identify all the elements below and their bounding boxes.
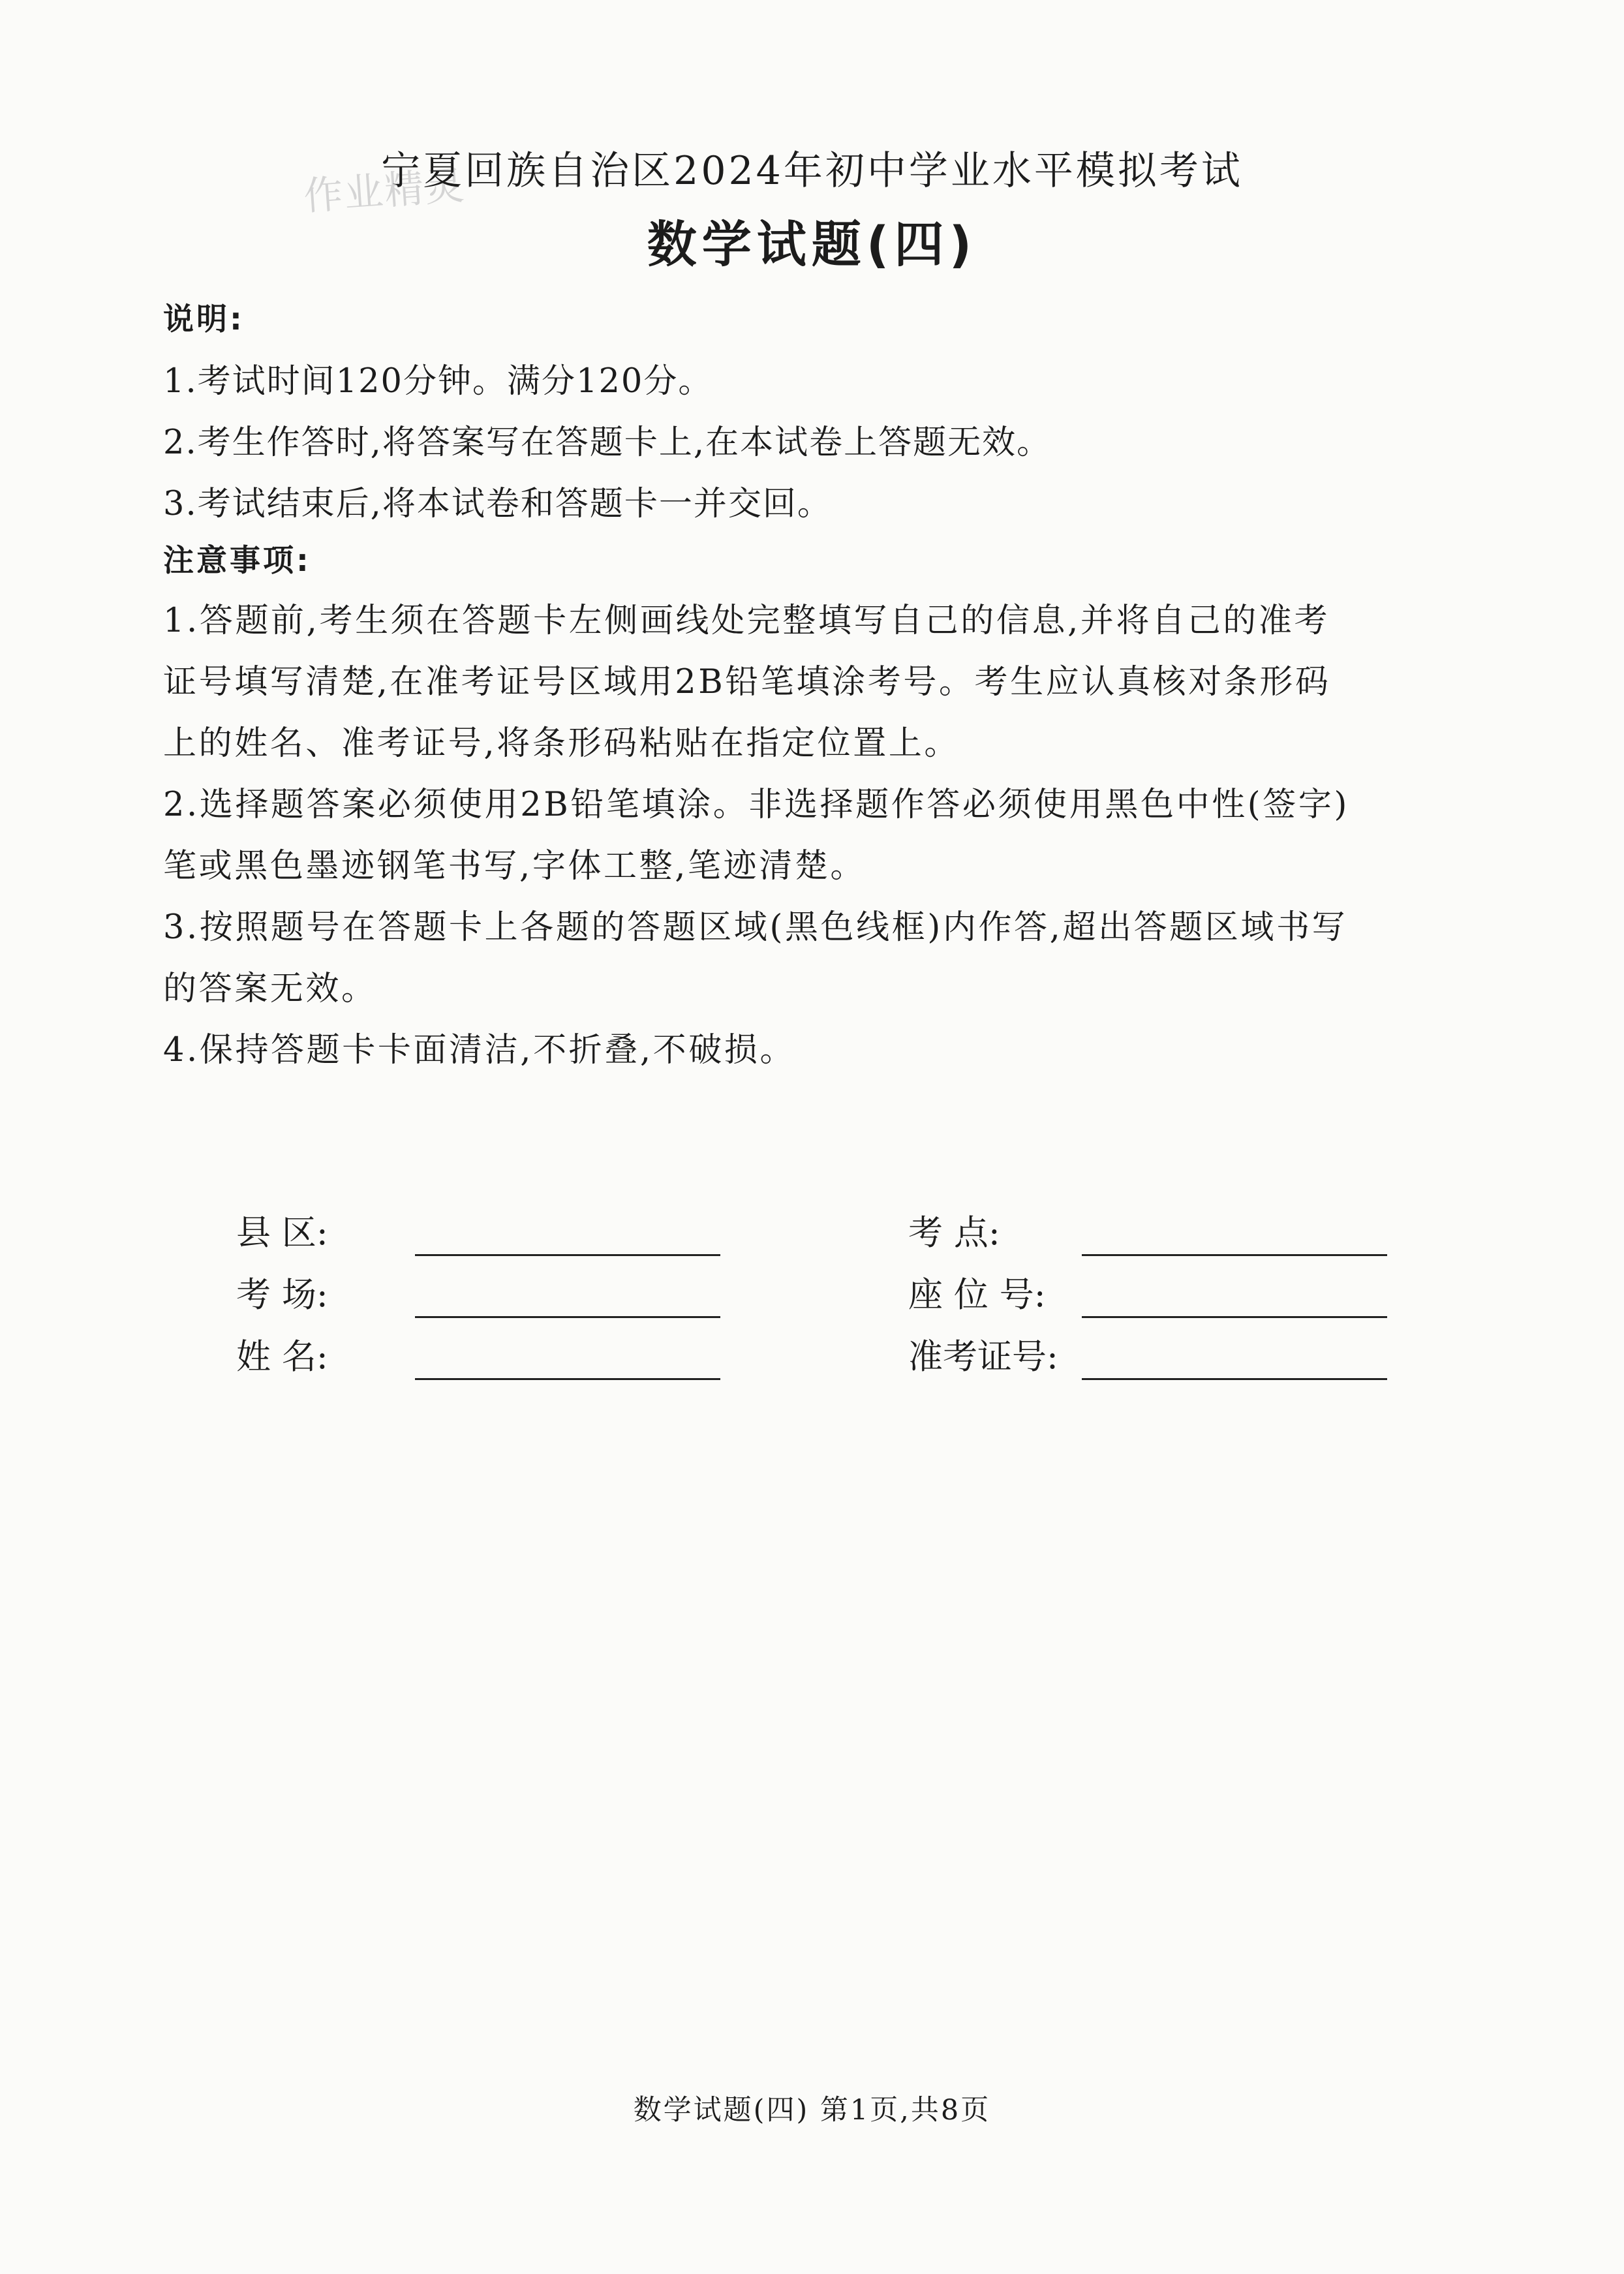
ticket-no-label: 准考证号: [908,1337,1058,1377]
ticket-no-field [908,1334,1387,1380]
instructions-heading: 说明: [163,301,245,337]
note-line: 的答案无效。 [163,970,377,1008]
ticket-no-blank[interactable] [1082,1340,1387,1380]
instructions-list [163,351,1468,535]
name-blank[interactable] [415,1340,720,1380]
page-footer: 数学试题(四) 第1页,共8页 [633,2094,991,2127]
exam-site-label: 考 点: [908,1213,1000,1253]
name-label: 姓 名: [236,1337,328,1377]
seat-no-label: 座 位 号: [908,1275,1046,1315]
county-field [236,1210,720,1256]
exam-title: 数学试题(四) [647,215,977,273]
note-line: 上的姓名、准考证号,将条形码粘贴在指定位置上。 [163,724,960,763]
exam-subtitle: 宁夏回族自治区2024年初中学业水平模拟考试 [381,148,1243,194]
exam-site-blank[interactable] [1082,1216,1387,1256]
instruction-item: 2.考生作答时,将答案写在答题卡上,在本试卷上答题无效。 [163,423,1052,462]
note-line: 2.选择题答案必须使用2B铅笔填涂。非选择题作答必须使用黑色中性(签字) [163,786,1349,824]
exam-room-blank[interactable] [415,1278,720,1318]
exam-site-field [908,1210,1387,1256]
notes-list [163,591,1468,1081]
name-field [236,1334,720,1380]
seat-no-blank[interactable] [1082,1278,1387,1318]
note-line: 证号填写清楚,在准考证号区域用2B铅笔填涂考号。考生应认真核对条形码 [163,663,1331,701]
instruction-item: 1.考试时间120分钟。满分120分。 [163,362,713,401]
notes-heading: 注意事项: [163,543,311,579]
note-line: 4.保持答题卡卡面清洁,不折叠,不破损。 [163,1031,796,1069]
watermark: 作业精灵 [302,162,467,220]
note-line: 3.按照题号在答题卡上各题的答题区域(黑色线框)内作答,超出答题区域书写 [163,908,1348,947]
exam-room-label: 考 场: [236,1275,328,1315]
exam-room-field [236,1272,720,1318]
note-line: 1.答题前,考生须在答题卡左侧画线处完整填写自己的信息,并将自己的准考 [163,602,1330,640]
note-line: 笔或黑色墨迹钢笔书写,字体工整,笔迹清楚。 [163,847,866,885]
instruction-item: 3.考试结束后,将本试卷和答题卡一并交回。 [163,485,832,523]
county-label: 县 区: [236,1213,328,1253]
seat-no-field [908,1272,1387,1318]
county-blank[interactable] [415,1216,720,1256]
